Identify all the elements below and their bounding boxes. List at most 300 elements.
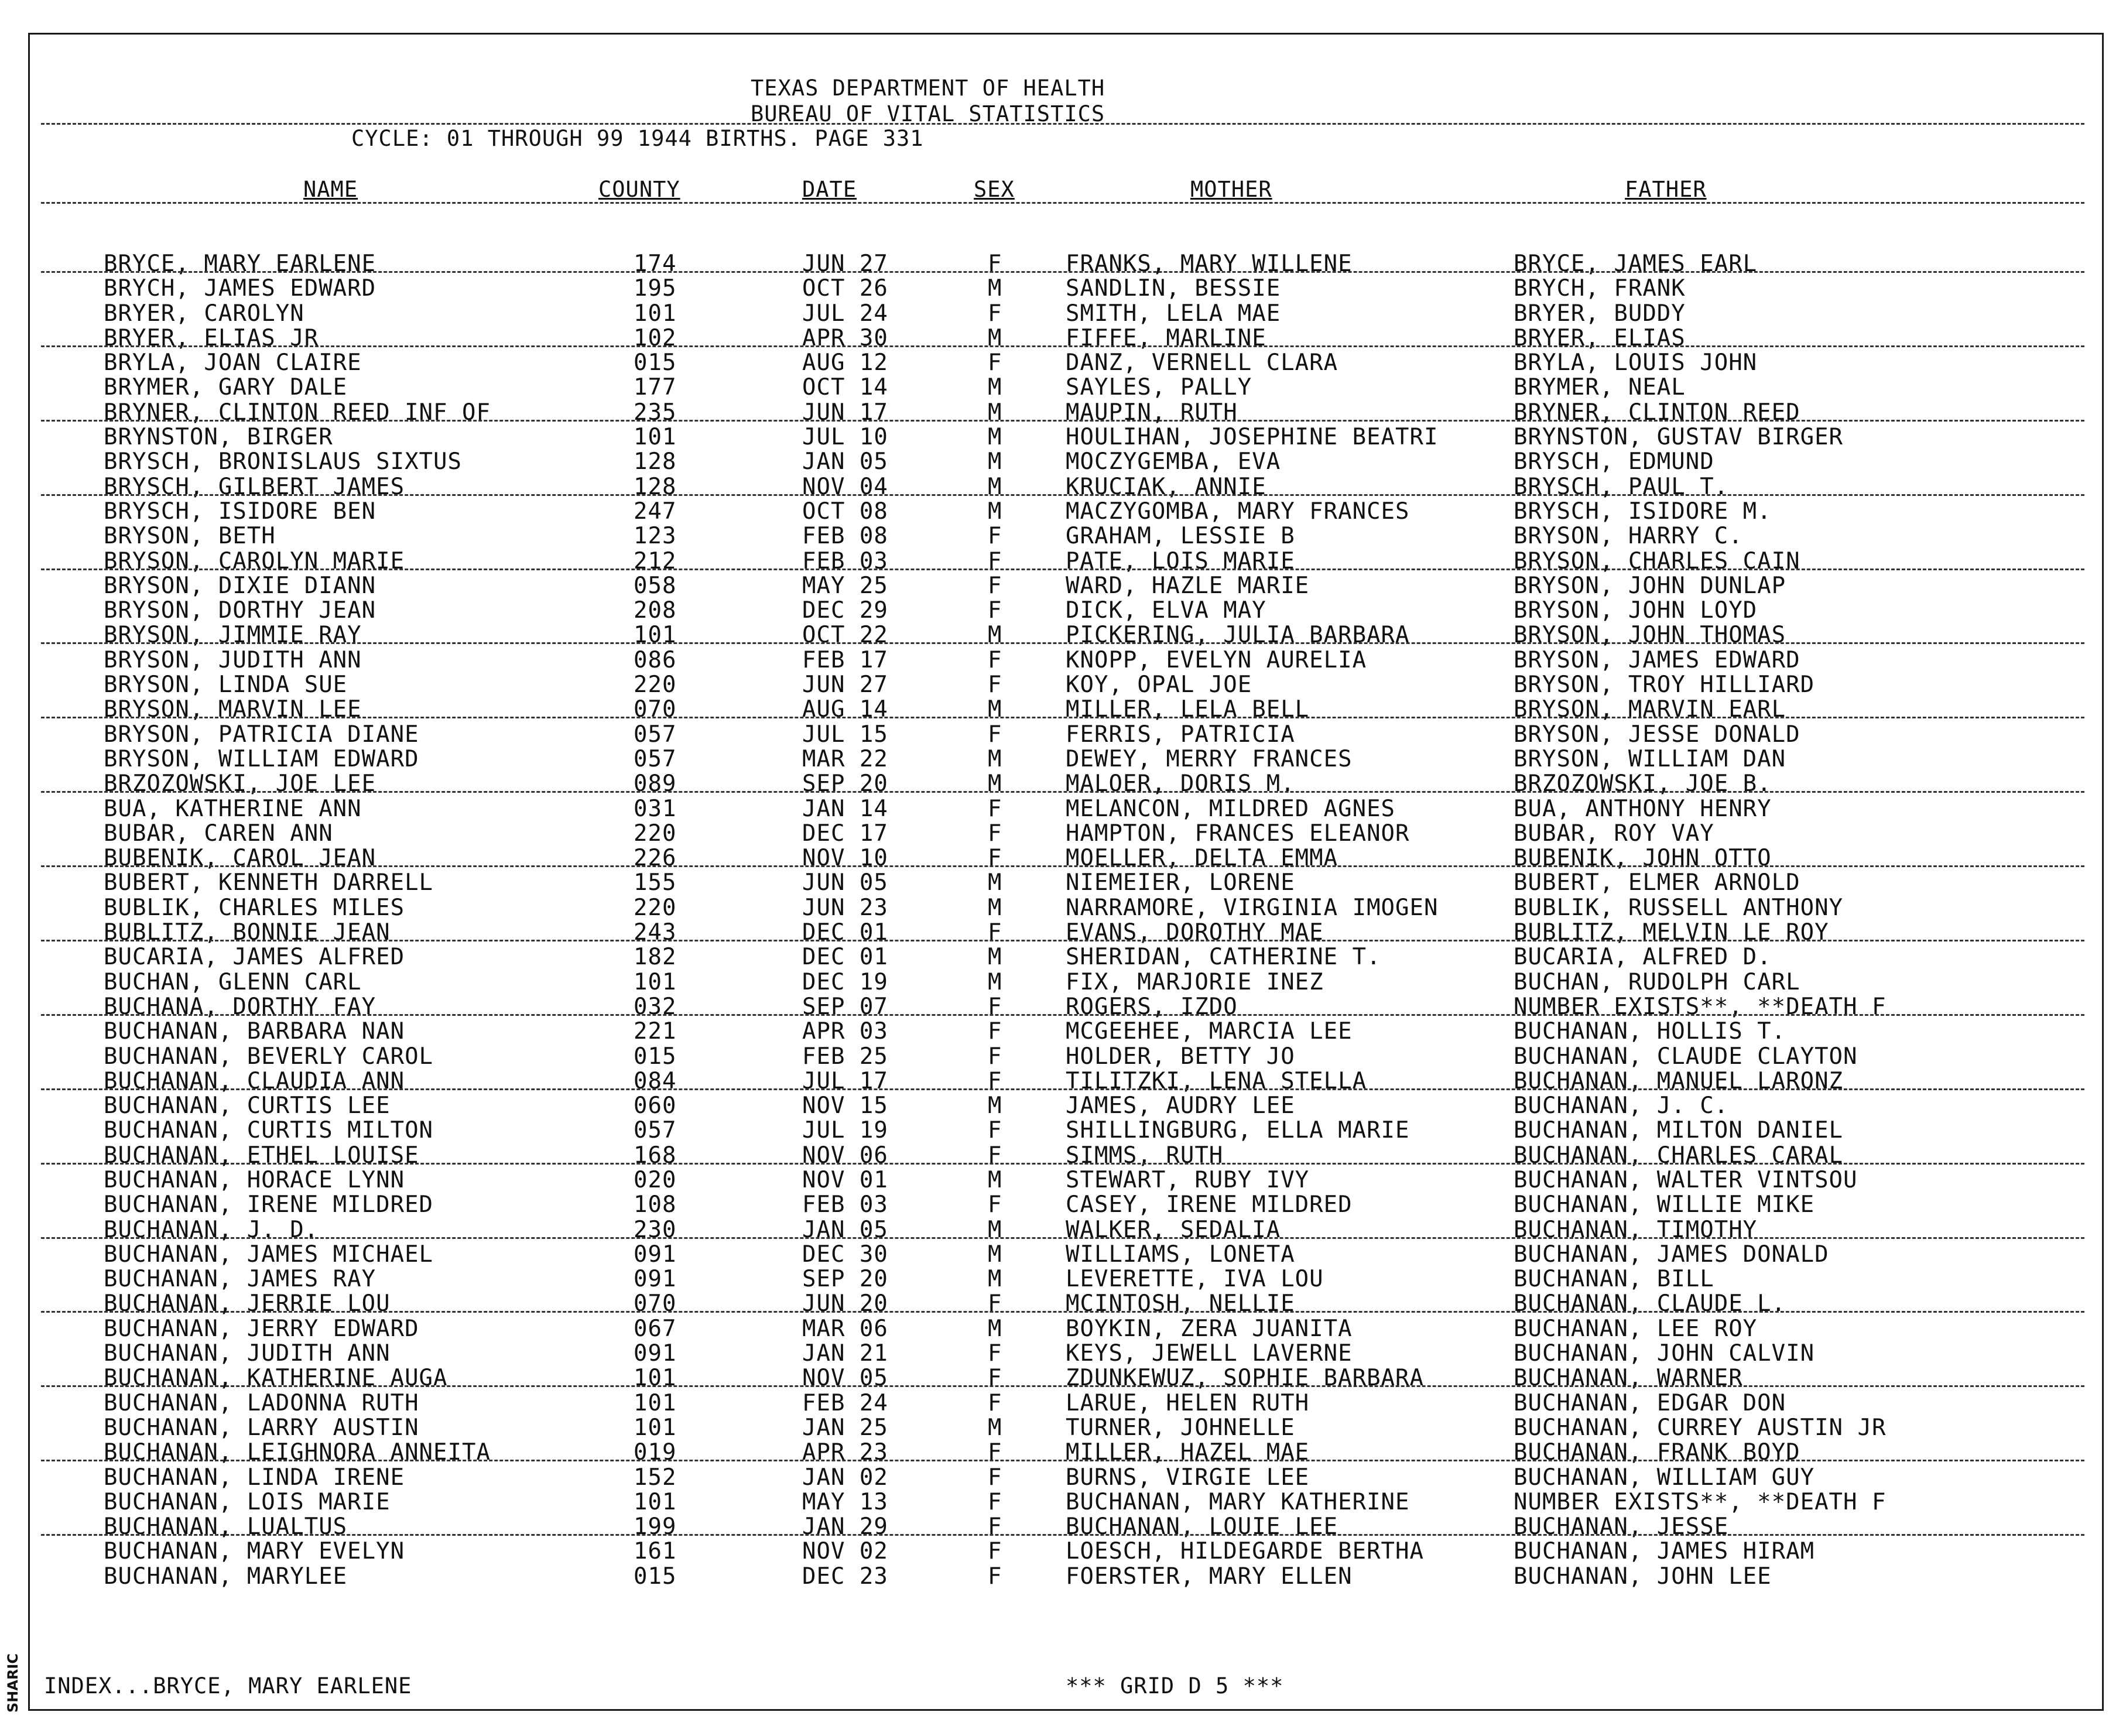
record-name: BUBLITZ, BONNIE JEAN <box>104 919 391 946</box>
record-sex: F <box>988 1340 1002 1367</box>
record-county: 086 <box>634 646 677 673</box>
record-sex: M <box>988 869 1002 896</box>
record-mother: MILLER, LELA BELL <box>1066 696 1310 723</box>
record-date: APR 23 <box>802 1439 888 1466</box>
record-date: FEB 03 <box>802 1191 888 1218</box>
record-date: DEC 29 <box>802 597 888 624</box>
record-name: BRYER, CAROLYN <box>104 300 304 327</box>
table-row <box>0 475 2126 499</box>
record-father: BRYCH, FRANK <box>1514 275 1686 302</box>
record-date: NOV 04 <box>802 473 888 500</box>
record-county: 101 <box>634 1365 677 1392</box>
records-table <box>0 252 2126 1589</box>
record-date: NOV 15 <box>802 1093 888 1119</box>
record-father: BUCHANAN, HOLLIS T. <box>1514 1018 1786 1045</box>
index-label: INDEX...BRYCE, MARY EARLENE <box>44 1673 412 1699</box>
record-sex: M <box>988 424 1002 451</box>
table-row <box>0 1515 2126 1539</box>
record-date: FEB 24 <box>802 1389 888 1416</box>
record-date: JUN 27 <box>802 251 888 277</box>
record-name: BUBAR, CAREN ANN <box>104 820 333 847</box>
record-name: BRYLA, JOAN CLAIRE <box>104 350 362 376</box>
record-county: 235 <box>634 399 677 426</box>
record-sex: F <box>988 845 1002 872</box>
record-sex: F <box>988 251 1002 277</box>
record-sex: F <box>988 721 1002 748</box>
record-date: APR 30 <box>802 324 888 351</box>
record-mother: LEVERETTE, IVA LOU <box>1066 1266 1324 1293</box>
record-sex: F <box>988 1563 1002 1590</box>
bureau-title: BUREAU OF VITAL STATISTICS <box>751 101 1105 126</box>
header-divider-top <box>41 123 2084 125</box>
record-date: JUN 17 <box>802 399 888 426</box>
record-sex: F <box>988 547 1002 574</box>
record-date: JUL 10 <box>802 424 888 451</box>
record-sex: F <box>988 1043 1002 1070</box>
record-name: BUCHANAN, LINDA IRENE <box>104 1464 405 1491</box>
column-header-sex: SEX <box>974 177 1015 202</box>
record-mother: GRAHAM, LESSIE B <box>1066 523 1295 550</box>
record-mother: HOULIHAN, JOSEPHINE BEATRI <box>1066 424 1439 451</box>
record-name: BRYNSTON, BIRGER <box>104 424 333 451</box>
record-name: BUCHANAN, LUALTUS <box>104 1514 348 1540</box>
record-sex: M <box>988 1216 1002 1243</box>
record-sex: F <box>988 1365 1002 1392</box>
table-row <box>0 252 2126 276</box>
record-father: BRYCE, JAMES EARL <box>1514 251 1758 277</box>
record-father: BUCHANAN, WILLIAM GUY <box>1514 1464 1815 1491</box>
record-father: BRYNSTON, GUSTAV BIRGER <box>1514 424 1844 451</box>
record-sex: F <box>988 597 1002 624</box>
record-date: MAR 22 <box>802 745 888 772</box>
record-father: NUMBER EXISTS**, **DEATH F <box>1514 1488 1887 1515</box>
record-father: BRYSON, CHARLES CAIN <box>1514 547 1800 574</box>
table-row <box>0 1440 2126 1465</box>
record-father: BRYSCH, EDMUND <box>1514 448 1714 475</box>
record-county: 070 <box>634 1290 677 1317</box>
record-name: BUA, KATHERINE ANN <box>104 795 362 822</box>
record-mother: MCINTOSH, NELLIE <box>1066 1290 1295 1317</box>
record-mother: TILITZKI, LENA STELLA <box>1066 1067 1367 1094</box>
column-header-name: NAME <box>303 177 358 202</box>
record-county: 243 <box>634 919 677 946</box>
record-mother: SAYLES, PALLY <box>1066 374 1252 401</box>
table-row <box>0 945 2126 970</box>
record-county: 058 <box>634 572 677 599</box>
record-name: BRYSON, BETH <box>104 523 276 550</box>
table-row <box>0 995 2126 1019</box>
record-mother: MOELLER, DELTA EMMA <box>1066 845 1338 872</box>
record-date: NOV 05 <box>802 1365 888 1392</box>
table-row <box>0 1094 2126 1118</box>
record-sex: M <box>988 1093 1002 1119</box>
record-mother: HAMPTON, FRANCES ELEANOR <box>1066 820 1410 847</box>
record-mother: BURNS, VIRGIE LEE <box>1066 1464 1310 1491</box>
record-name: BUCHANAN, JAMES MICHAEL <box>104 1241 434 1268</box>
record-name: BUCHANAN, LARRY AUSTIN <box>104 1414 419 1441</box>
record-county: 019 <box>634 1439 677 1466</box>
record-father: BUCHANAN, JESSE <box>1514 1514 1729 1540</box>
record-father: BUCHANAN, BILL <box>1514 1266 1714 1293</box>
record-sex: M <box>988 498 1002 525</box>
record-county: 057 <box>634 1117 677 1144</box>
record-mother: BUCHANAN, LOUIE LEE <box>1066 1514 1338 1540</box>
record-date: JUN 20 <box>802 1290 888 1317</box>
record-date: OCT 08 <box>802 498 888 525</box>
record-mother: PICKERING, JULIA BARBARA <box>1066 622 1410 649</box>
record-name: BRZOZOWSKI, JOE LEE <box>104 771 376 797</box>
record-name: BRYCH, JAMES EDWARD <box>104 275 376 302</box>
table-row <box>0 574 2126 598</box>
record-name: BUCHANAN, JAMES RAY <box>104 1266 376 1293</box>
table-row <box>0 821 2126 846</box>
table-row <box>0 1242 2126 1267</box>
record-date: JUN 05 <box>802 869 888 896</box>
record-county: 208 <box>634 597 677 624</box>
record-sex: M <box>988 448 1002 475</box>
record-mother: ROGERS, IZDO <box>1066 993 1238 1020</box>
record-name: BUBENIK, CAROL JEAN <box>104 845 376 872</box>
cycle-line: CYCLE: 01 THROUGH 99 1944 BIRTHS. PAGE 331 <box>351 126 924 151</box>
table-row <box>0 1466 2126 1490</box>
record-name: BUCARIA, JAMES ALFRED <box>104 944 405 971</box>
record-mother: MOCZYGEMBA, EVA <box>1066 448 1281 475</box>
record-name: BUCHANAN, CLAUDIA ANN <box>104 1067 405 1094</box>
record-name: BUCHANAN, BARBARA NAN <box>104 1018 405 1045</box>
record-county: 101 <box>634 1488 677 1515</box>
record-sex: M <box>988 1241 1002 1268</box>
table-row <box>0 1193 2126 1217</box>
record-county: 070 <box>634 696 677 723</box>
record-father: BRZOZOWSKI, JOE B. <box>1514 771 1772 797</box>
record-date: JUL 24 <box>802 300 888 327</box>
table-row <box>0 673 2126 697</box>
table-row <box>0 797 2126 821</box>
record-county: 108 <box>634 1191 677 1218</box>
record-sex: F <box>988 1142 1002 1169</box>
record-date: FEB 17 <box>802 646 888 673</box>
record-father: BUCHANAN, JAMES HIRAM <box>1514 1538 1815 1565</box>
record-father: BUCHANAN, MILTON DANIEL <box>1514 1117 1844 1144</box>
record-county: 226 <box>634 845 677 872</box>
record-county: 091 <box>634 1241 677 1268</box>
record-date: JUL 19 <box>802 1117 888 1144</box>
table-row <box>0 896 2126 920</box>
record-date: MAY 25 <box>802 572 888 599</box>
record-mother: MELANCON, MILDRED AGNES <box>1066 795 1396 822</box>
table-row <box>0 1341 2126 1366</box>
record-date: JAN 21 <box>802 1340 888 1367</box>
table-row <box>0 1539 2126 1564</box>
record-sex: F <box>988 646 1002 673</box>
record-county: 102 <box>634 324 677 351</box>
record-date: NOV 06 <box>802 1142 888 1169</box>
record-sex: F <box>988 919 1002 946</box>
table-row <box>0 697 2126 722</box>
record-mother: LOESCH, HILDEGARDE BERTHA <box>1066 1538 1424 1565</box>
record-date: JUN 27 <box>802 672 888 698</box>
record-father: BRYER, BUDDY <box>1514 300 1686 327</box>
record-county: 101 <box>634 1389 677 1416</box>
record-sex: F <box>988 672 1002 698</box>
record-county: 212 <box>634 547 677 574</box>
table-row <box>0 1143 2126 1168</box>
record-father: BRYSON, JESSE DONALD <box>1514 721 1800 748</box>
record-county: 101 <box>634 622 677 649</box>
table-row <box>0 1168 2126 1193</box>
record-county: 220 <box>634 894 677 921</box>
record-mother: DANZ, VERNELL CLARA <box>1066 350 1338 376</box>
record-name: BRYMER, GARY DALE <box>104 374 348 401</box>
record-date: JAN 05 <box>802 448 888 475</box>
record-mother: FIX, MARJORIE INEZ <box>1066 968 1324 995</box>
table-row <box>0 598 2126 623</box>
record-father: BUCHANAN, WILLIE MIKE <box>1514 1191 1815 1218</box>
record-father: BRYSON, JAMES EDWARD <box>1514 646 1800 673</box>
record-name: BUCHANAN, MARY EVELYN <box>104 1538 405 1565</box>
record-county: 230 <box>634 1216 677 1243</box>
record-father: BUCHANAN, EDGAR DON <box>1514 1389 1786 1416</box>
record-sex: M <box>988 374 1002 401</box>
record-county: 015 <box>634 350 677 376</box>
table-row <box>0 1391 2126 1416</box>
record-county: 032 <box>634 993 677 1020</box>
record-mother: BUCHANAN, MARY KATHERINE <box>1066 1488 1410 1515</box>
record-father: BUCHANAN, CLAUDE L. <box>1514 1290 1786 1317</box>
record-county: 155 <box>634 869 677 896</box>
table-row <box>0 524 2126 549</box>
record-name: BUCHANAN, CURTIS LEE <box>104 1093 391 1119</box>
record-mother: FRANKS, MARY WILLENE <box>1066 251 1353 277</box>
record-mother: MAUPIN, RUTH <box>1066 399 1238 426</box>
table-row <box>0 1069 2126 1094</box>
record-father: BUCHANAN, JAMES DONALD <box>1514 1241 1829 1268</box>
record-date: JUN 23 <box>802 894 888 921</box>
record-name: BRYSON, CAROLYN MARIE <box>104 547 405 574</box>
record-father: BRYSON, JOHN LOYD <box>1514 597 1758 624</box>
record-mother: DEWEY, MERRY FRANCES <box>1066 745 1353 772</box>
table-row <box>0 351 2126 375</box>
record-mother: WALKER, SEDALIA <box>1066 1216 1281 1243</box>
record-mother: MCGEEHEE, MARCIA LEE <box>1066 1018 1353 1045</box>
record-father: BUCHANAN, WALTER VINTSOU <box>1514 1166 1858 1193</box>
record-mother: BOYKIN, ZERA JUANITA <box>1066 1315 1353 1342</box>
table-row <box>0 549 2126 574</box>
record-name: BUCHANAN, BEVERLY CAROL <box>104 1043 434 1070</box>
table-row <box>0 1317 2126 1341</box>
record-county: 168 <box>634 1142 677 1169</box>
table-row <box>0 499 2126 524</box>
record-father: BRYNER, CLINTON REED <box>1514 399 1800 426</box>
record-date: DEC 30 <box>802 1241 888 1268</box>
record-sex: F <box>988 1464 1002 1491</box>
record-sex: F <box>988 820 1002 847</box>
record-county: 031 <box>634 795 677 822</box>
record-county: 057 <box>634 745 677 772</box>
record-county: 091 <box>634 1340 677 1367</box>
record-name: BUCHANAN, J. D. <box>104 1216 319 1243</box>
record-father: BUCHANAN, J. C. <box>1514 1093 1729 1119</box>
record-sex: F <box>988 1538 1002 1565</box>
record-father: BRYMER, NEAL <box>1514 374 1686 401</box>
column-header-father: FATHER <box>1625 177 1707 202</box>
record-sex: M <box>988 324 1002 351</box>
record-county: 015 <box>634 1563 677 1590</box>
record-sex: F <box>988 795 1002 822</box>
record-county: 123 <box>634 523 677 550</box>
record-county: 084 <box>634 1067 677 1094</box>
record-county: 174 <box>634 251 677 277</box>
record-mother: JAMES, AUDRY LEE <box>1066 1093 1295 1119</box>
record-father: BRYSON, WILLIAM DAN <box>1514 745 1786 772</box>
record-mother: SHILLINGBURG, ELLA MARIE <box>1066 1117 1410 1144</box>
record-name: BUCHANAN, JUDITH ANN <box>104 1340 391 1367</box>
table-row <box>0 1267 2126 1292</box>
table-row <box>0 772 2126 796</box>
record-sex: F <box>988 350 1002 376</box>
record-date: NOV 10 <box>802 845 888 872</box>
record-county: 101 <box>634 1414 677 1441</box>
record-name: BUBLIK, CHARLES MILES <box>104 894 405 921</box>
record-date: OCT 14 <box>802 374 888 401</box>
table-row <box>0 648 2126 673</box>
record-father: BRYER, ELIAS <box>1514 324 1686 351</box>
record-sex: F <box>988 300 1002 327</box>
table-row <box>0 375 2126 400</box>
record-date: DEC 17 <box>802 820 888 847</box>
record-mother: FIFFE, MARLINE <box>1066 324 1266 351</box>
table-row <box>0 1416 2126 1440</box>
record-sex: F <box>988 1389 1002 1416</box>
record-date: DEC 23 <box>802 1563 888 1590</box>
record-mother: STEWART, RUBY IVY <box>1066 1166 1310 1193</box>
record-father: BUCHAN, RUDOLPH CARL <box>1514 968 1800 995</box>
record-mother: FOERSTER, MARY ELLEN <box>1066 1563 1353 1590</box>
record-date: SEP 20 <box>802 771 888 797</box>
record-sex: M <box>988 622 1002 649</box>
record-date: NOV 02 <box>802 1538 888 1565</box>
record-county: 199 <box>634 1514 677 1540</box>
record-name: BUCHANAN, JERRY EDWARD <box>104 1315 419 1342</box>
record-name: BUCHANAN, IRENE MILDRED <box>104 1191 434 1218</box>
record-mother: LARUE, HELEN RUTH <box>1066 1389 1310 1416</box>
record-sex: F <box>988 993 1002 1020</box>
record-mother: KEYS, JEWELL LAVERNE <box>1066 1340 1353 1367</box>
column-header-mother: MOTHER <box>1190 177 1272 202</box>
record-date: SEP 20 <box>802 1266 888 1293</box>
record-name: BUCHANAN, LOIS MARIE <box>104 1488 391 1515</box>
record-name: BUCHANAN, CURTIS MILTON <box>104 1117 434 1144</box>
record-date: APR 03 <box>802 1018 888 1045</box>
record-date: FEB 08 <box>802 523 888 550</box>
record-name: BRYSON, WILLIAM EDWARD <box>104 745 419 772</box>
record-county: 067 <box>634 1315 677 1342</box>
record-name: BRYNER, CLINTON REED INF OF <box>104 399 491 426</box>
record-father: BUCHANAN, LEE ROY <box>1514 1315 1758 1342</box>
record-county: 060 <box>634 1093 677 1119</box>
record-mother: SHERIDAN, CATHERINE T. <box>1066 944 1381 971</box>
record-date: JAN 02 <box>802 1464 888 1491</box>
table-row <box>0 1045 2126 1069</box>
record-sex: M <box>988 1266 1002 1293</box>
record-father: BRYSON, JOHN DUNLAP <box>1514 572 1786 599</box>
header-divider-bottom <box>41 202 2084 204</box>
record-sex: M <box>988 696 1002 723</box>
record-mother: SIMMS, RUTH <box>1066 1142 1224 1169</box>
record-mother: WILLIAMS, LONETA <box>1066 1241 1295 1268</box>
record-name: BRYSON, DORTHY JEAN <box>104 597 376 624</box>
record-mother: ZDUNKEWUZ, SOPHIE BARBARA <box>1066 1365 1424 1392</box>
record-county: 220 <box>634 672 677 698</box>
record-county: 221 <box>634 1018 677 1045</box>
record-father: BUCHANAN, MANUEL LARONZ <box>1514 1067 1844 1094</box>
record-name: BRYSCH, GILBERT JAMES <box>104 473 405 500</box>
record-sex: M <box>988 473 1002 500</box>
record-sex: M <box>988 771 1002 797</box>
record-mother: HOLDER, BETTY JO <box>1066 1043 1295 1070</box>
record-county: 247 <box>634 498 677 525</box>
record-date: JUL 17 <box>802 1067 888 1094</box>
record-father: BUA, ANTHONY HENRY <box>1514 795 1772 822</box>
record-county: 101 <box>634 968 677 995</box>
table-row <box>0 1218 2126 1242</box>
record-name: BRYSON, MARVIN LEE <box>104 696 362 723</box>
record-father: BUBLITZ, MELVIN LE ROY <box>1514 919 1829 946</box>
grid-label: *** GRID D 5 *** <box>1066 1673 1284 1699</box>
record-mother: TURNER, JOHNELLE <box>1066 1414 1295 1441</box>
record-sex: F <box>988 1117 1002 1144</box>
record-name: BRYSCH, BRONISLAUS SIXTUS <box>104 448 462 475</box>
record-name: BUBERT, KENNETH DARRELL <box>104 869 434 896</box>
record-date: MAR 06 <box>802 1315 888 1342</box>
record-name: BRYER, ELIAS JR <box>104 324 319 351</box>
table-row <box>0 1019 2126 1044</box>
record-county: 128 <box>634 473 677 500</box>
record-county: 101 <box>634 300 677 327</box>
table-row <box>0 920 2126 945</box>
record-sex: F <box>988 1514 1002 1540</box>
record-sex: M <box>988 1315 1002 1342</box>
record-father: BRYSON, TROY HILLIARD <box>1514 672 1815 698</box>
record-name: BRYSON, JUDITH ANN <box>104 646 362 673</box>
record-sex: F <box>988 1067 1002 1094</box>
record-name: BRYSON, LINDA SUE <box>104 672 348 698</box>
record-father: BRYSCH, ISIDORE M. <box>1514 498 1772 525</box>
record-father: BUBERT, ELMER ARNOLD <box>1514 869 1800 896</box>
record-date: JAN 25 <box>802 1414 888 1441</box>
record-father: BRYSON, HARRY C. <box>1514 523 1743 550</box>
table-row <box>0 970 2126 995</box>
record-date: JAN 29 <box>802 1514 888 1540</box>
record-mother: DICK, ELVA MAY <box>1066 597 1266 624</box>
record-date: MAY 13 <box>802 1488 888 1515</box>
record-name: BUCHANAN, MARYLEE <box>104 1563 348 1590</box>
record-father: BUCHANAN, CHARLES CARAL <box>1514 1142 1844 1169</box>
record-sex: F <box>988 1439 1002 1466</box>
record-sex: F <box>988 523 1002 550</box>
record-name: BUCHANAN, LADONNA RUTH <box>104 1389 419 1416</box>
record-mother: NARRAMORE, VIRGINIA IMOGEN <box>1066 894 1439 921</box>
record-date: FEB 25 <box>802 1043 888 1070</box>
record-date: JUL 15 <box>802 721 888 748</box>
table-row <box>0 1490 2126 1515</box>
record-mother: KOY, OPAL JOE <box>1066 672 1252 698</box>
record-sex: M <box>988 745 1002 772</box>
record-name: BRYSCH, ISIDORE BEN <box>104 498 376 525</box>
table-row <box>0 302 2126 326</box>
record-county: 057 <box>634 721 677 748</box>
column-header-county: COUNTY <box>598 177 680 202</box>
